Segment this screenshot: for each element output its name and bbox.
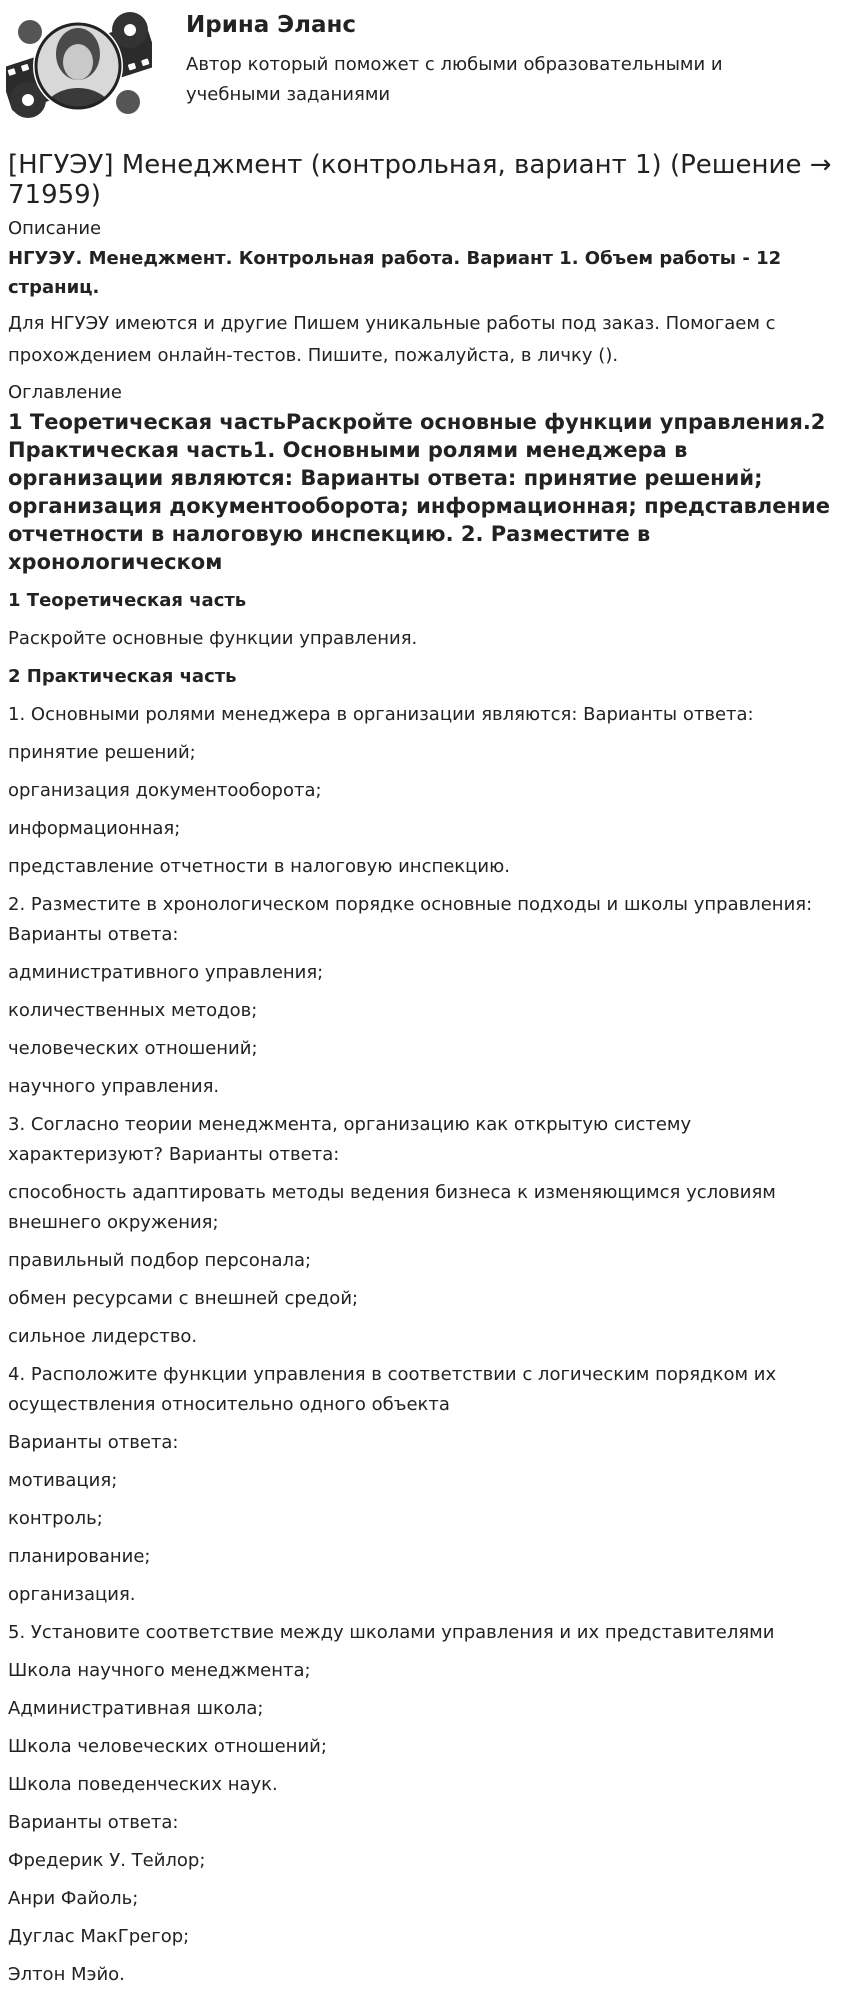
body-line: Административная школа;	[8, 1698, 264, 1719]
body-line: Дуглас МакГрегор;	[8, 1926, 190, 1947]
body-line: 1. Основными ролями менеджера в организации являются: Варианты ответа:	[8, 704, 754, 725]
body-line: информационная;	[8, 818, 181, 839]
body-line: научного управления.	[8, 1076, 220, 1097]
body-line: сильное лидерство.	[8, 1326, 198, 1347]
body-line: организация.	[8, 1584, 136, 1605]
toc-text: 1 Теоретическая частьРаскройте основные функции управления.2 Практическая часть1. Основными ролями менеджера в организации являются: Варианты ответа: принятие решений; организация документооборота; информационная; представление отчетности в налоговую инспекцию. 2. Разместите в хронологическом	[8, 410, 831, 574]
body-line: количественных методов;	[8, 1000, 258, 1021]
body-line: Варианты ответа:	[8, 1432, 179, 1453]
document-content	[0, 150, 847, 1990]
body-line: планирование;	[8, 1546, 151, 1567]
body-line: принятие решений;	[8, 742, 196, 763]
body-line: административного управления;	[8, 962, 324, 983]
page-title: [НГУЭУ] Менеджмент (контрольная, вариант 1) (Решение → 71959)	[8, 150, 832, 210]
toc-label: Оглавление	[8, 382, 122, 403]
author-description: Автор который поможет с любыми образовательными и учебными заданиями	[186, 54, 723, 105]
description-summary: НГУЭУ. Менеджмент. Контрольная работа. Вариант 1. Объем работы - 12 страниц.	[8, 248, 782, 298]
description-note: Для НГУЭУ имеются и другие Пишем уникальные работы под заказ. Помогаем с прохождением онлайн-тестов. Пишите, пожалуйста, в личку ().	[8, 313, 776, 366]
body-line: Школа человеческих отношений;	[8, 1736, 327, 1757]
body-line: Школа поведенческих наук.	[8, 1774, 278, 1795]
body-line: Раскройте основные функции управления.	[8, 628, 418, 649]
document-body	[8, 586, 839, 1990]
avatar	[6, 8, 152, 126]
body-line: правильный подбор персонала;	[8, 1250, 312, 1271]
body-line: 2. Разместите в хронологическом порядке основные подходы и школы управления: Варианты ответа:	[8, 894, 813, 945]
body-line: человеческих отношений;	[8, 1038, 258, 1059]
body-line: Фредерик У. Тейлор;	[8, 1850, 206, 1871]
body-line: Элтон Мэйо.	[8, 1964, 125, 1985]
body-line: мотивация;	[8, 1470, 118, 1491]
description-label: Описание	[8, 218, 102, 239]
body-line: 2 Практическая часть	[8, 666, 237, 687]
author-card	[0, 0, 847, 140]
body-line: 1 Теоретическая часть	[8, 590, 247, 611]
body-line: Варианты ответа:	[8, 1812, 179, 1833]
author-name[interactable]: Ирина Эланс	[186, 12, 357, 38]
body-line: 3. Согласно теории менеджмента, организацию как открытую систему характеризуют? Варианты ответа:	[8, 1114, 692, 1165]
body-line: Анри Файоль;	[8, 1888, 139, 1909]
body-line: представление отчетности в налоговую инспекцию.	[8, 856, 511, 877]
body-line: контроль;	[8, 1508, 103, 1529]
body-line: 4. Расположите функции управления в соответствии с логическим порядком их осуществления относительно одного объекта	[8, 1364, 777, 1415]
body-line: способность адаптировать методы ведения бизнеса к изменяющимся условиям внешнего окружения;	[8, 1182, 776, 1233]
body-line: организация документооборота;	[8, 780, 322, 801]
body-line: 5. Установите соответствие между школами управления и их представителями	[8, 1622, 775, 1643]
body-line: Школа научного менеджмента;	[8, 1660, 311, 1681]
body-line: обмен ресурсами с внешней средой;	[8, 1288, 359, 1309]
